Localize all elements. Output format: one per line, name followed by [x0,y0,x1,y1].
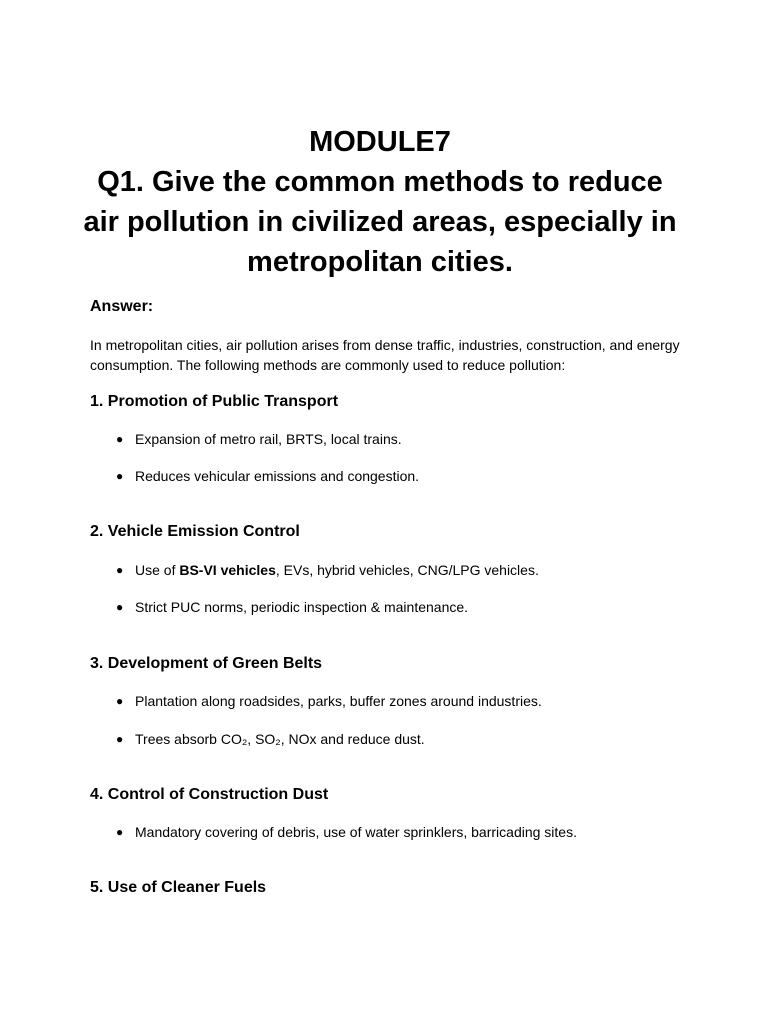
intro-paragraph: In metropolitan cities, air pollution arises from dense traffic, industries, construction, and energy consumption. The following methods are commonly used to reduce pollution: [90,337,680,373]
bullet-icon: ● [116,469,124,483]
document-page [83,0,690,1024]
module-title: MODULE7 [309,126,451,158]
bullet-icon: ● [116,563,124,577]
bullet-icon: ● [116,432,124,446]
list-item-text: Trees absorb CO₂, SO₂, NOx and reduce dust. [135,731,425,747]
answer-label: Answer: [90,298,154,315]
bullet-icon: ● [116,732,124,746]
bullet-icon: ● [116,694,124,708]
list-item-text: Use of BS-VI vehicles, EVs, hybrid vehicles, CNG/LPG vehicles. [135,562,539,578]
bullet-icon: ● [116,600,124,614]
section-heading-cleaner-fuels: 5. Use of Cleaner Fuels [90,879,267,896]
section-heading-green-belts: 3. Development of Green Belts [90,655,323,672]
section-heading-construction-dust: 4. Control of Construction Dust [90,786,329,803]
list-item-text: Expansion of metro rail, BRTS, local trains. [135,431,402,447]
list-item-text: Plantation along roadsides, parks, buffer zones around industries. [135,693,542,709]
section-heading-emission-control: 2. Vehicle Emission Control [90,523,300,540]
question-title: Q1. Give the common methods to reduce air pollution in civilized areas, especially in metropolitan cities. [83,166,677,278]
section-heading-public-transport: 1. Promotion of Public Transport [90,393,339,410]
list-item-text: Strict PUC norms, periodic inspection & maintenance. [135,599,469,615]
list-item-text: Mandatory covering of debris, use of water sprinklers, barricading sites. [135,824,577,840]
bullet-icon: ● [116,825,124,839]
list-item-text: Reduces vehicular emissions and congestion. [135,468,420,484]
